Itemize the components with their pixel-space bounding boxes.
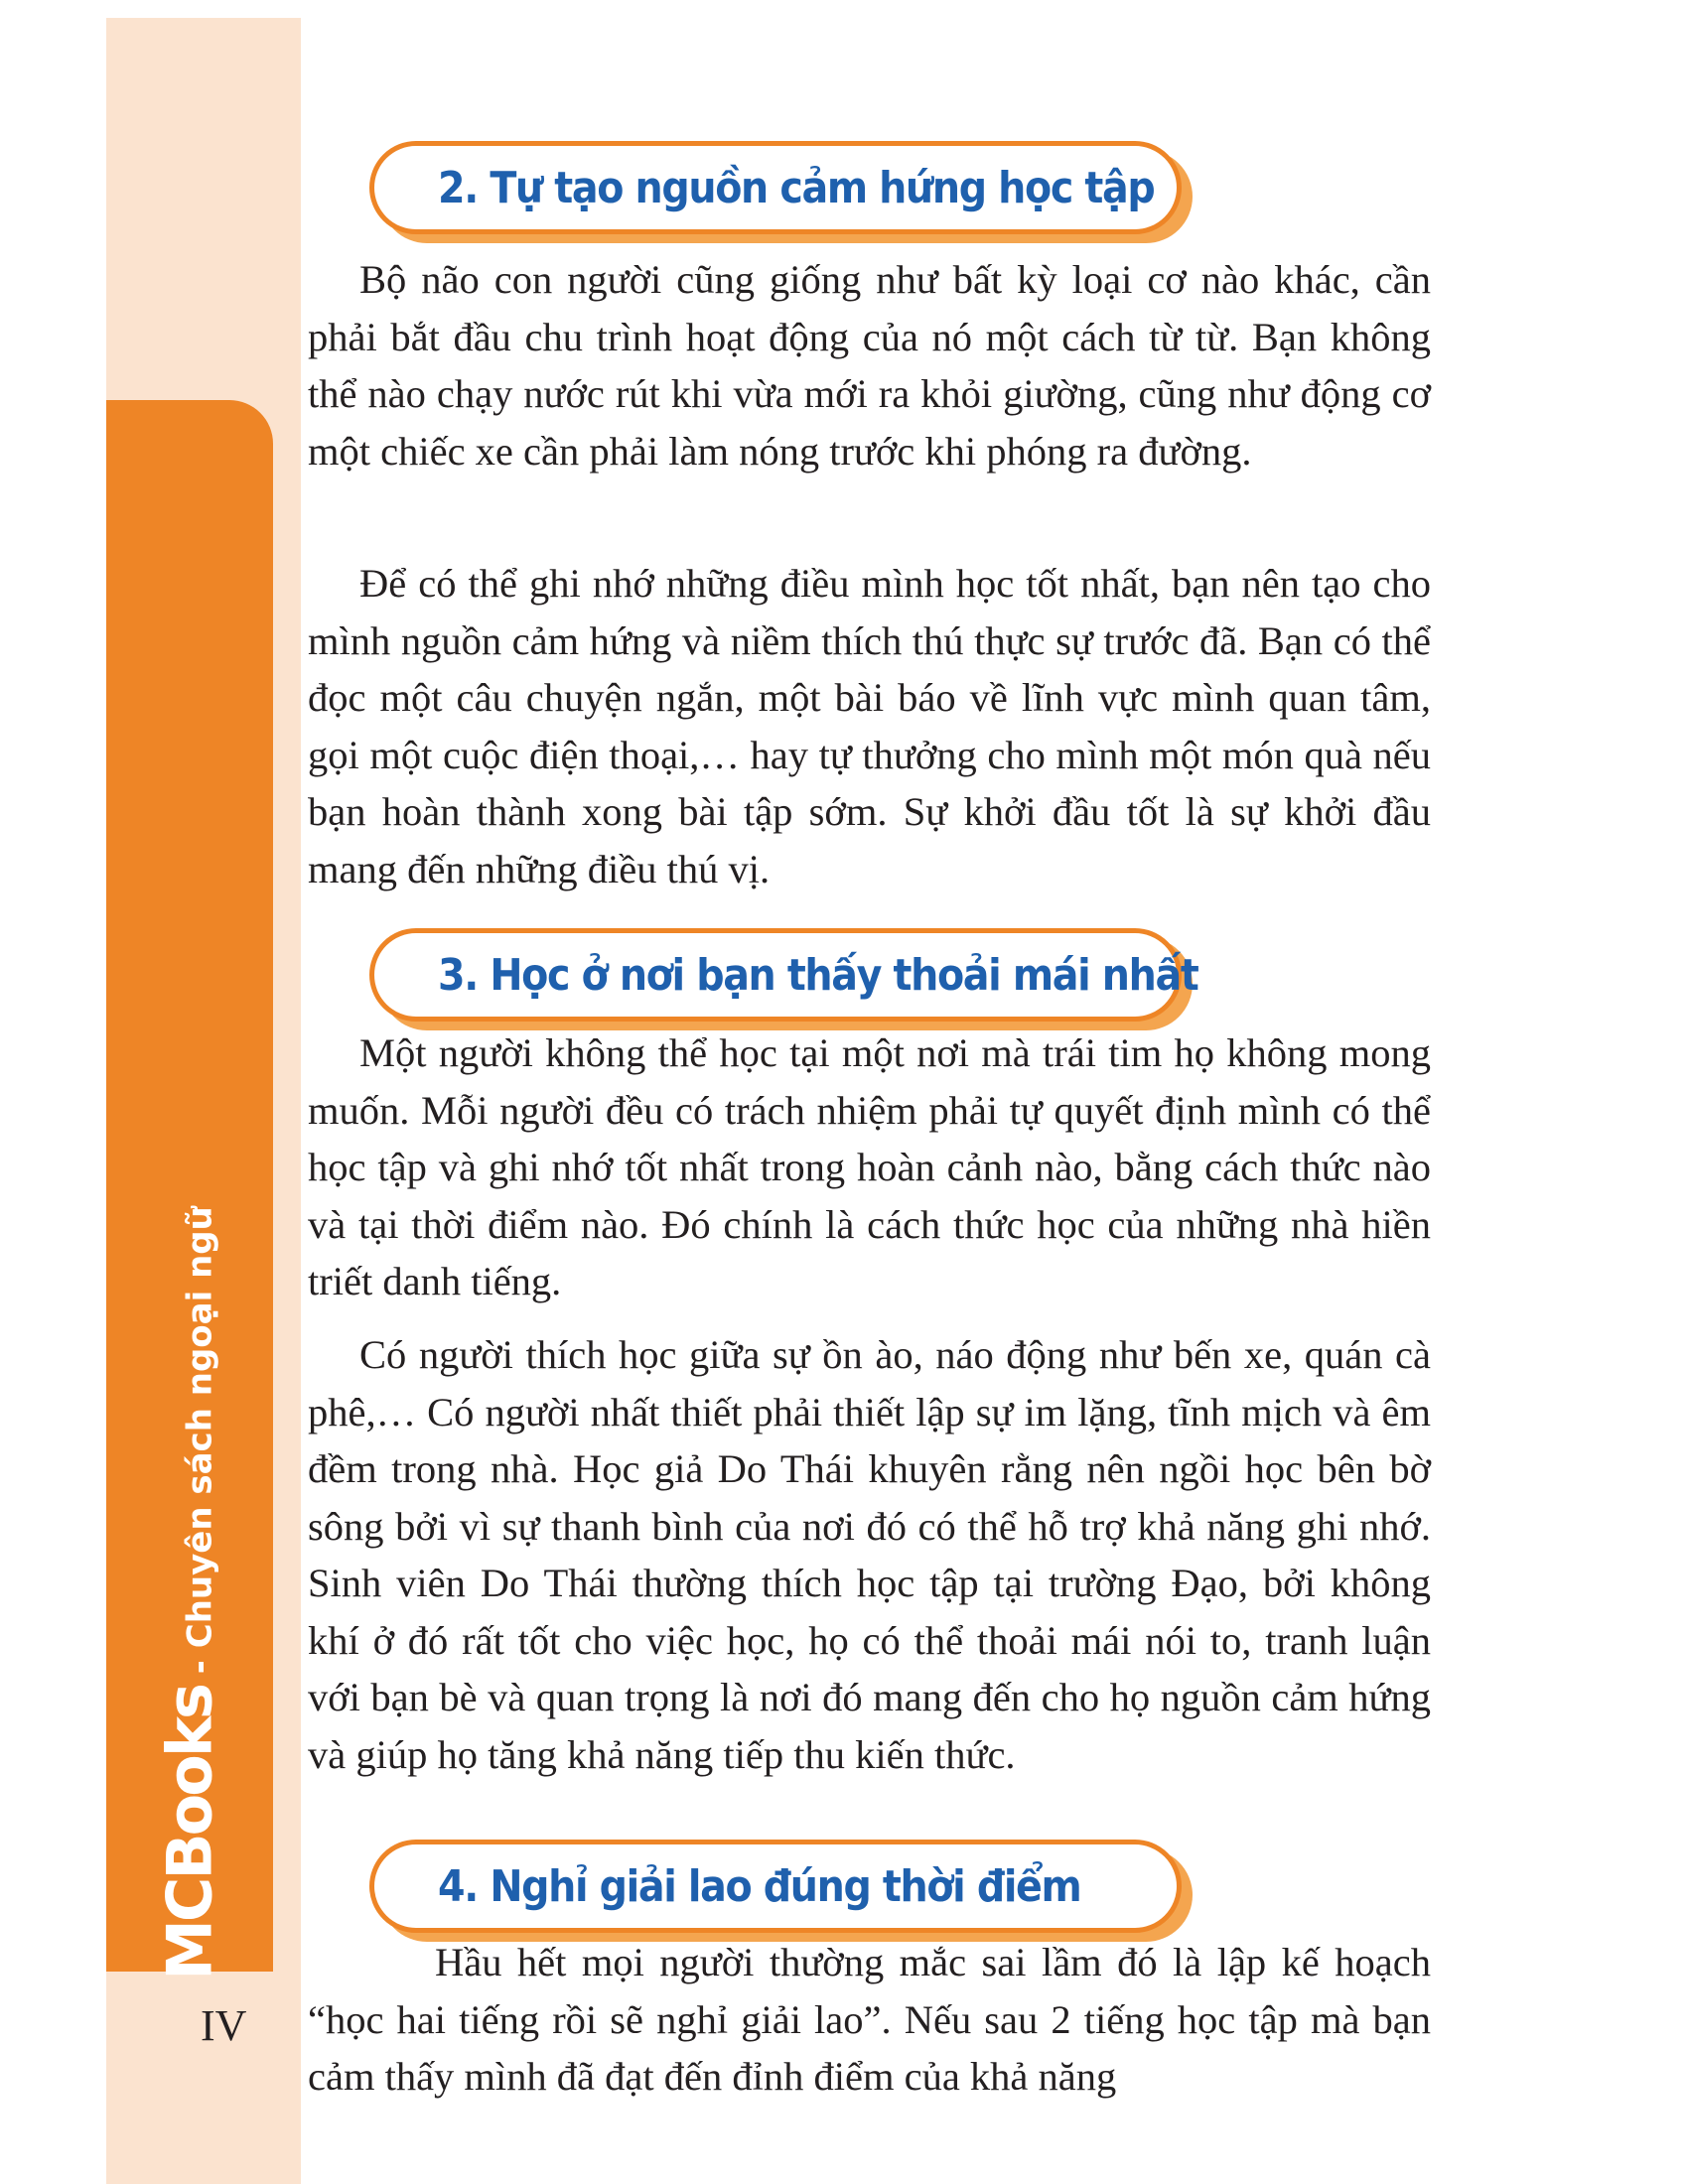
section-3-paragraph-1: Một người không thể học tại một nơi mà trái tim họ không mong muốn. Mỗi người đều có trách nhiệm phải tự quyết định mình có thể học tập và ghi nhớ tốt nhất trong hoàn cảnh nào, bằng cách thức nào và tại thời điểm nào. Đó chính là cách thức học của những nhà hiền triết danh tiếng. <box>308 1030 1431 1303</box>
brand-logo: MCBooks <box>153 1686 226 1980</box>
section-2-heading-text: 2. Tự tạo nguồn cảm hứng học tập <box>438 162 1155 213</box>
brand-tagline: - Chuyên sách ngoại ngữ <box>180 1206 220 1687</box>
section-2-paragraph-1: Bộ não con người cũng giống như bất kỳ loại cơ nào khác, cần phải bắt đầu chu trình hoạt động của nó một cách từ từ. Bạn không thể nào chạy nước rút khi vừa mới ra khỏi giường, cũng như động cơ một chiếc xe cần phải làm nóng trước khi phóng ra đường. <box>308 257 1431 474</box>
side-label <box>154 1206 226 1980</box>
section-3-heading-text: 3. Học ở nơi bạn thấy thoải mái nhất <box>438 949 1198 1001</box>
page-number: IV <box>201 2001 247 2050</box>
section-3-paragraph-2: Có người thích học giữa sự ồn ào, náo động như bến xe, quán cà phê,… Có người nhất thiết phải thiết lập sự im lặng, tĩnh mịch và êm đềm trong nhà. Học giả Do Thái khuyên rằng nên ngồi học bên bờ sông bởi vì sự thanh bình của nơi đó có thể hỗ trợ khả năng ghi nhớ. Sinh viên Do Thái thường thích học tập tại trường Đạo, bởi không khí ở đó rất tốt cho việc học, họ có thể thoải mái nói to, tranh luận với bạn bè và quan trọng là nơi đó mang đến cho họ nguồn cảm hứng và giúp họ tăng khả năng tiếp thu kiến thức. <box>308 1332 1431 1777</box>
section-2-paragraph-2: Để có thể ghi nhớ những điều mình học tốt nhất, bạn nên tạo cho mình nguồn cảm hứng và niềm thích thú thực sự trước đã. Bạn có thể đọc một câu chuyện ngắn, một bài báo về lĩnh vực mình quan tâm, gọi một cuộc điện thoại,… hay tự thưởng cho mình một món quà nếu bạn hoàn thành xong bài tập sớm. Sự khởi đầu tốt là sự khởi đầu mang đến những điều thú vị. <box>308 561 1431 891</box>
section-4-paragraph-1: Hầu hết mọi người thường mắc sai lầm đó là lập kế hoạch “học hai tiếng rồi sẽ nghỉ giải lao”. Nếu sau 2 tiếng học tập mà bạn cảm thấy mình đã đạt đến đỉnh điểm của khả năng <box>308 1940 1431 2099</box>
section-2-heading <box>369 141 1182 234</box>
section-4-heading <box>369 1840 1182 1933</box>
section-4-heading-text: 4. Nghỉ giải lao đúng thời điểm <box>438 1860 1081 1912</box>
section-3-heading <box>369 928 1198 1022</box>
